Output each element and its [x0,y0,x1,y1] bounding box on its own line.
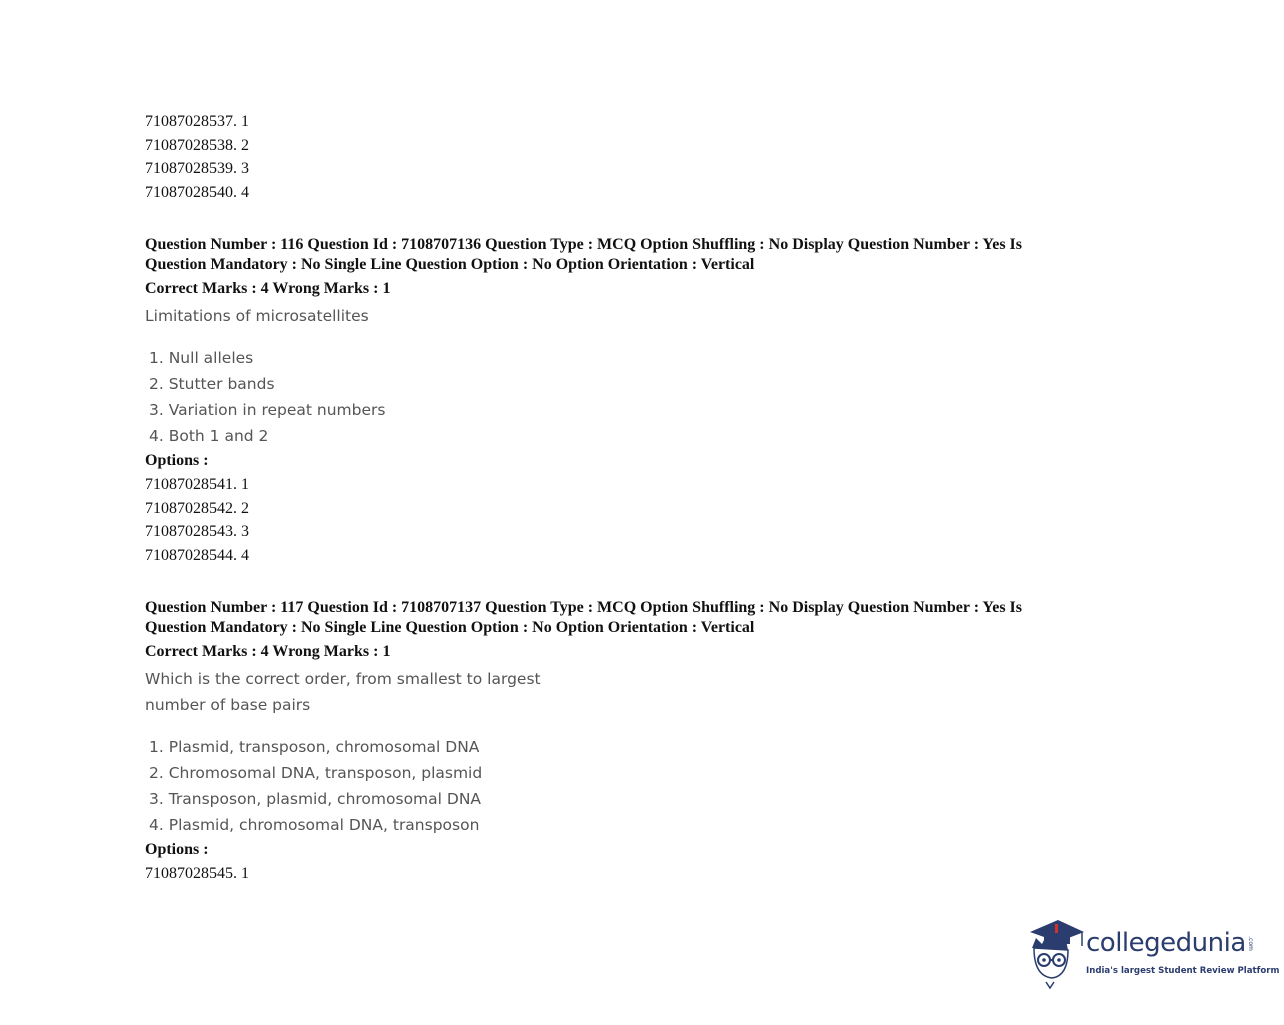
question-header-line: Question Mandatory : No Single Line Question Option : No Option Orientation : Vertical [145,255,755,273]
option-item: 71087028545. 1 [145,864,249,882]
options-list [145,862,1125,886]
choice-list [149,345,1125,449]
option-item: 71087028544. 4 [145,546,249,564]
choice-item: 4. Plasmid, chromosomal DNA, transposon [149,815,480,834]
choice-list [149,734,1125,838]
option-item: 71087028537. 1 [145,113,249,130]
options-list [145,473,1125,568]
option-item: 71087028543. 3 [145,523,249,541]
question-text [145,303,1125,329]
question-header-line: Question Number : 117 Question Id : 7108707137 Question Type : MCQ Option Shuffling : No Display Question Number : Yes Is [145,598,1022,616]
logo-wordmark: collegedunia [1086,928,1246,958]
question-header [145,598,1125,638]
question-header [145,235,1125,275]
question-header-line: Question Number : 116 Question Id : 7108707136 Question Type : MCQ Option Shuffling : No Display Question Number : Yes Is [145,235,1022,253]
options-label: Options : [145,840,209,858]
mascot-icon [1024,918,1086,990]
question-marks: Correct Marks : 4 Wrong Marks : 1 [145,279,391,297]
question-text-line: Limitations of microsatellites [145,306,369,325]
options-label: Options : [145,451,209,469]
choice-item: 2. Chromosomal DNA, transposon, plasmid [149,763,483,782]
question-text-line: Which is the correct order, from smallest to largest [145,669,541,688]
option-item: 71087028538. 2 [145,136,249,154]
choice-item: 1. Plasmid, transposon, chromosomal DNA [149,737,480,756]
choice-item: 4. Both 1 and 2 [149,426,269,445]
logo-suffix: .com [1246,936,1254,951]
option-item: 71087028542. 2 [145,499,249,517]
prev-options-list [145,110,1125,205]
question-block-116 [145,235,1125,568]
choice-item: 3. Variation in repeat numbers [149,400,386,419]
choice-item: 3. Transposon, plasmid, chromosomal DNA [149,789,482,808]
question-header-line: Question Mandatory : No Single Line Question Option : No Option Orientation : Vertical [145,618,755,636]
question-block-117 [145,598,1125,886]
question-text [145,666,1125,718]
option-item: 71087028539. 3 [145,160,249,178]
logo-tagline: India's largest Student Review Platform [1086,966,1280,976]
question-text-line: number of base pairs [145,695,311,714]
question-marks: Correct Marks : 4 Wrong Marks : 1 [145,642,391,660]
choice-item: 1. Null alleles [149,348,254,367]
option-item: 71087028540. 4 [145,184,249,202]
document-page [145,110,1125,885]
collegedunia-logo [1024,918,1280,990]
choice-item: 2. Stutter bands [149,374,275,393]
option-item: 71087028541. 1 [145,475,249,493]
